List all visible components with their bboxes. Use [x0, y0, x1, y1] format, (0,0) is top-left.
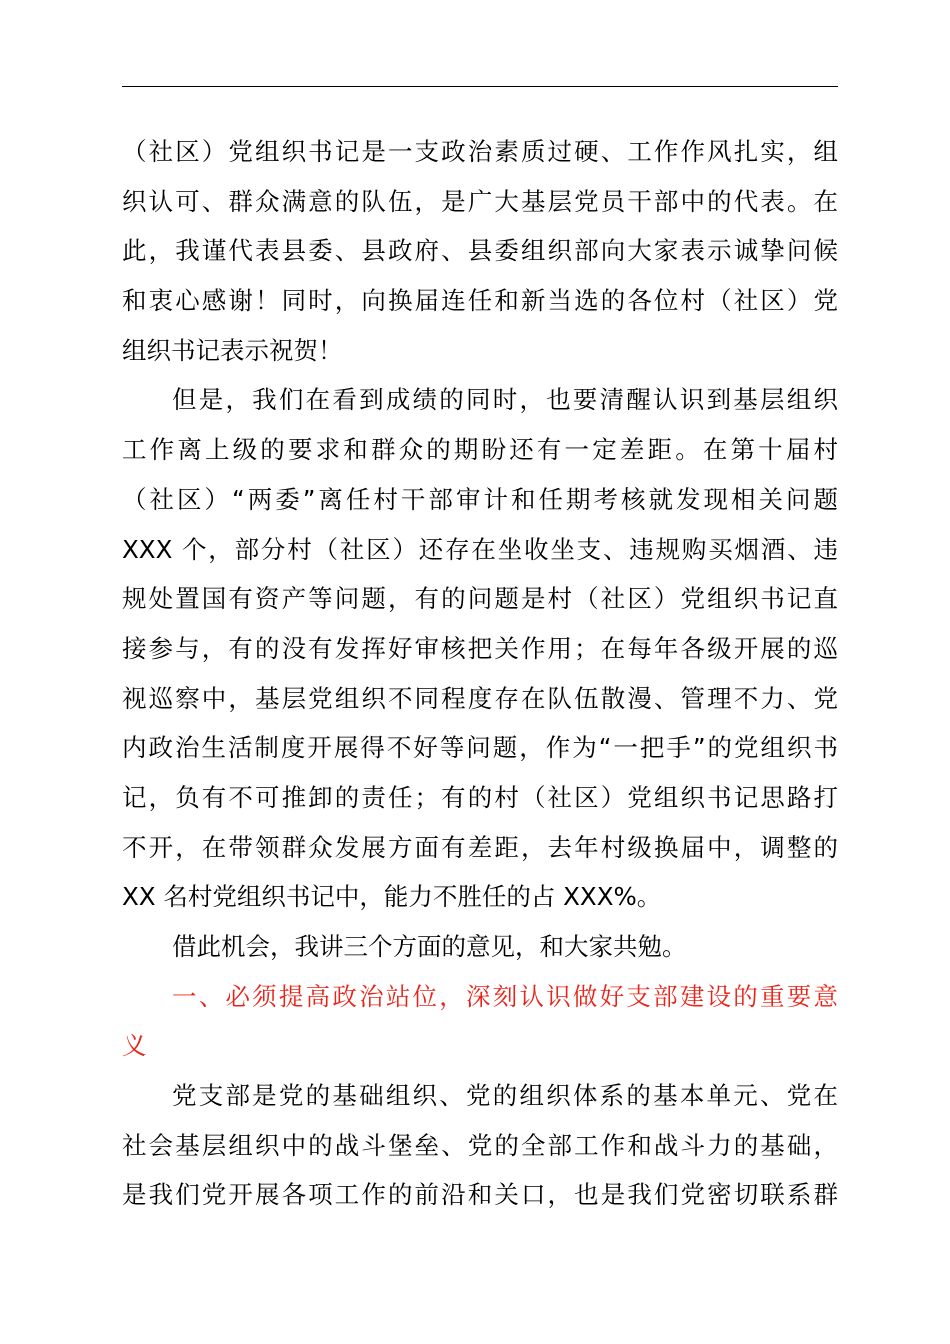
text-line: 是我们党开展各项工作的前沿和关口，也是我们党密切联系群 — [122, 1180, 838, 1210]
text-line: 借此机会，我讲三个方面的意见，和大家共勉。 — [172, 932, 687, 961]
text-line: XXX 个，部分村（社区）还存在坐收坐支、违规购买烟酒、违 — [122, 534, 838, 564]
header-rule — [122, 86, 838, 87]
text-line: 但是，我们在看到成绩的同时，也要清醒认识到基层组织 — [172, 385, 838, 415]
paragraph-3 — [122, 922, 838, 972]
text-line: （社区）党组织书记是一支政治素质过硬、工作作风扎实，组 — [122, 137, 838, 166]
section-heading-1 — [122, 972, 838, 1071]
text-line: 接参与，有的没有发挥好审核把关作用；在每年各级开展的巡 — [122, 633, 838, 663]
text-line: （社区）“两委”离任村干部审计和任期考核就发现相关问题 — [122, 484, 838, 514]
text-line: XX 名村党组织书记中，能力不胜任的占 XXX%。 — [122, 882, 662, 912]
text-line: 记，负有不可推卸的责任；有的村（社区）党组织书记思路打 — [122, 782, 838, 812]
text-line: 社会基层组织中的战斗堡垒、党的全部工作和战斗力的基础， — [122, 1130, 838, 1160]
paragraph-4 — [122, 1071, 838, 1220]
text-line: 视巡察中，基层党组织不同程度存在队伍散漫、管理不力、党 — [122, 683, 838, 713]
heading-line: 义 — [122, 1031, 147, 1061]
paragraph-1 — [122, 127, 838, 375]
text-line: 内政治生活制度开展得不好等问题，作为“一把手”的党组织书 — [122, 733, 838, 763]
document-body — [122, 127, 838, 1220]
text-line: 党支部是党的基础组织、党的组织体系的基本单元、党在 — [172, 1081, 838, 1111]
text-line: 组织书记表示祝贺！ — [122, 335, 343, 365]
text-line: 此，我谨代表县委、县政府、县委组织部向大家表示诚挚问候 — [122, 236, 838, 266]
heading-line: 一、必须提高政治站位，深刻认识做好支部建设的重要意 — [172, 981, 838, 1011]
text-line: 规处置国有资产等问题，有的问题是村（社区）党组织书记直 — [122, 584, 838, 614]
text-line: 工作离上级的要求和群众的期盼还有一定差距。在第十届村 — [122, 435, 838, 465]
text-line: 和衷心感谢！同时，向换届连任和新当选的各位村（社区）党 — [122, 286, 838, 316]
paragraph-2 — [122, 375, 838, 922]
text-line: 织认可、群众满意的队伍，是广大基层党员干部中的代表。在 — [122, 186, 838, 216]
text-line: 不开，在带领群众发展方面有差距，去年村级换届中，调整的 — [122, 832, 838, 862]
